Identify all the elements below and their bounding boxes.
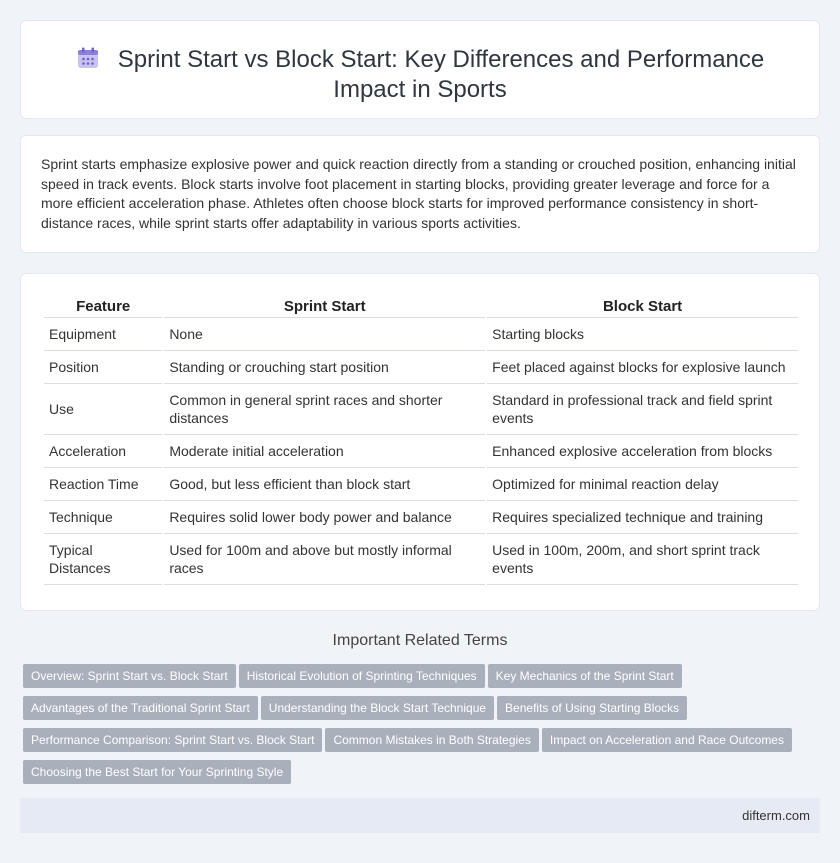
feature-cell: Equipment [44, 318, 162, 351]
feature-cell: Typical Distances [44, 534, 162, 585]
block-cell: Optimized for minimal reaction delay [487, 468, 798, 501]
block-cell: Enhanced explosive acceleration from blocks [487, 435, 798, 468]
sprint-cell: Used for 100m and above but mostly informal races [164, 534, 485, 585]
sprint-cell: Common in general sprint races and shorter distances [164, 384, 485, 435]
table-header-row [44, 296, 798, 318]
sprint-cell: Moderate initial acceleration [164, 435, 485, 468]
intro-paragraph: Sprint starts emphasize explosive power and quick reaction directly from a standing or crouched position, enhancing initial speed in track events. Block starts involve foot placement in starting blocks, providing greater leverage and force for a more efficient acceleration phase. Athletes often choose block starts for improved performance consistency in short-distance races, while sprint starts offer adaptability in various sports activities. [41, 156, 796, 231]
sprint-cell: Requires solid lower body power and balance [164, 501, 485, 534]
table-row [44, 384, 798, 435]
related-term-link[interactable]: Advantages of the Traditional Sprint Start [23, 696, 258, 720]
block-cell: Requires specialized technique and training [487, 501, 798, 534]
related-term-link[interactable]: Performance Comparison: Sprint Start vs. Block Start [23, 728, 322, 752]
table-row [44, 318, 798, 351]
comparison-card [20, 273, 820, 611]
sprint-cell: None [164, 318, 485, 351]
feature-cell: Technique [44, 501, 162, 534]
sprint-cell: Good, but less efficient than block start [164, 468, 485, 501]
feature-cell: Acceleration [44, 435, 162, 468]
block-cell: Used in 100m, 200m, and short sprint track events [487, 534, 798, 585]
sprint-cell: Standing or crouching start position [164, 351, 485, 384]
related-term-link[interactable]: Choosing the Best Start for Your Sprinting Style [23, 760, 291, 784]
block-cell: Standard in professional track and field sprint events [487, 384, 798, 435]
header-sprint-start: Sprint Start [164, 296, 485, 318]
related-term-link[interactable]: Overview: Sprint Start vs. Block Start [23, 664, 236, 688]
comparison-table [42, 296, 800, 585]
related-term-link[interactable]: Benefits of Using Starting Blocks [497, 696, 687, 720]
intro-card [20, 135, 820, 253]
title-card [20, 20, 820, 119]
page-title-block [61, 45, 779, 105]
table-row [44, 351, 798, 384]
table-row [44, 468, 798, 501]
related-term-link[interactable]: Impact on Acceleration and Race Outcomes [542, 728, 792, 752]
related-term-link[interactable]: Understanding the Block Start Technique [261, 696, 494, 720]
block-cell: Feet placed against blocks for explosive launch [487, 351, 798, 384]
header-feature: Feature [44, 296, 162, 318]
related-terms-heading: Important Related Terms [332, 632, 508, 649]
footer-site-link[interactable]: difterm.com [742, 808, 810, 823]
feature-cell: Reaction Time [44, 468, 162, 501]
page-title: Sprint Start vs Block Start: Key Differences and Performance Impact in Sports [117, 46, 765, 103]
related-term-link[interactable]: Key Mechanics of the Sprint Start [488, 664, 682, 688]
block-cell: Starting blocks [487, 318, 798, 351]
table-row [44, 435, 798, 468]
calendar-icon [76, 46, 100, 70]
table-row [44, 534, 798, 585]
feature-cell: Use [44, 384, 162, 435]
table-row [44, 501, 798, 534]
header-block-start: Block Start [487, 296, 798, 318]
related-term-link[interactable]: Historical Evolution of Sprinting Techniques [239, 664, 485, 688]
related-terms-list [23, 664, 813, 792]
feature-cell: Position [44, 351, 162, 384]
footer-bar [20, 798, 820, 833]
related-term-link[interactable]: Common Mistakes in Both Strategies [325, 728, 538, 752]
